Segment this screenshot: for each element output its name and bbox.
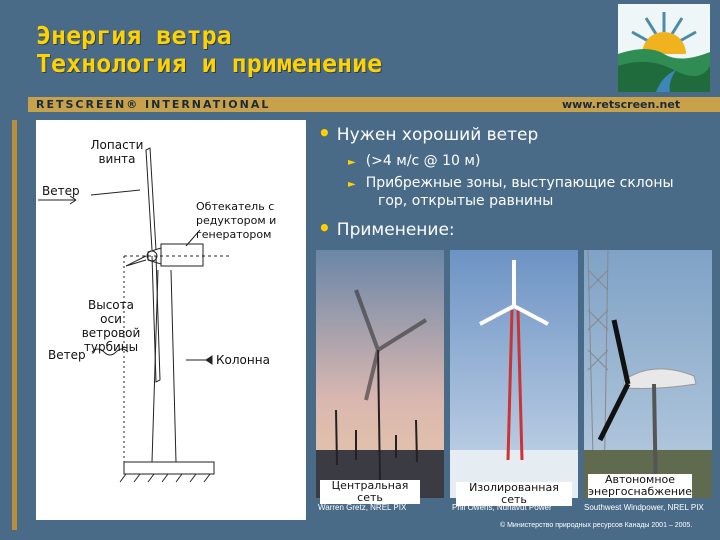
brand-label: RETSCREEN® INTERNATIONAL <box>36 98 271 111</box>
website-link[interactable]: www.retscreen.net <box>562 98 681 111</box>
caption-isolated-grid: Изолированная сеть <box>456 482 572 506</box>
triangle-bullet-icon: ► <box>348 157 356 168</box>
arctic-turbine-image <box>450 250 578 498</box>
credit-isolated-grid: Phil Owens, Nunavut Power <box>452 503 552 512</box>
left-accent-line <box>12 120 17 530</box>
caption-central-grid: Центральная сеть <box>320 480 420 504</box>
sub-bullet-locations <box>348 175 674 193</box>
triangle-bullet-icon: ► <box>348 179 356 190</box>
sub-bullet-wind-speed <box>348 153 480 171</box>
bullet-dot-icon: • <box>318 121 331 145</box>
bullet-dot-icon: • <box>318 216 331 240</box>
page-title-line1: Энергия ветра <box>36 21 232 50</box>
locations-text-line1: Прибрежные зоны, выступающие склоны <box>365 175 674 191</box>
retscreen-logo <box>618 4 710 92</box>
bullet-applications <box>318 218 455 240</box>
bullet-applications-text: Применение: <box>336 220 455 240</box>
blades-label: Лопасти винта <box>90 138 144 166</box>
wind-top-label: Ветер <box>42 184 80 198</box>
small-wind-turbine-image <box>584 250 712 498</box>
page-title-line2: Технология и применение <box>36 49 383 78</box>
bullet-good-wind <box>318 123 538 145</box>
hub-height-label: Высота оси ветровой турбины <box>81 298 141 354</box>
caption-autonomous-line2: энергоснабжение <box>588 485 693 498</box>
turbine-diagram <box>36 120 306 520</box>
photo-autonomous <box>584 250 712 498</box>
credit-central-grid: Warren Gretz, NREL PIX <box>318 503 407 512</box>
nacelle-label: Обтекатель с редуктором и генератором <box>196 200 277 241</box>
tower-label: Колонна <box>216 353 270 367</box>
wind-bottom-label: Ветер <box>48 348 86 362</box>
credit-autonomous: Southwest Windpower, NREL PIX <box>584 503 704 512</box>
caption-autonomous-line1: Автономное <box>604 473 676 486</box>
sun-landscape-icon <box>618 4 710 92</box>
photo-isolated-grid <box>450 250 578 506</box>
photo-central-grid <box>316 250 444 504</box>
copyright-footer: © Министерство природных ресурсов Канады 2001 – 2005. <box>500 522 693 529</box>
wind-farm-sunset-image <box>316 250 444 498</box>
wind-speed-text: (>4 м/с @ 10 м) <box>365 153 481 169</box>
caption-autonomous <box>588 474 692 498</box>
locations-text-line2: гор, открытые равнины <box>378 193 554 209</box>
bullet-good-wind-text: Нужен хороший ветер <box>336 125 539 145</box>
